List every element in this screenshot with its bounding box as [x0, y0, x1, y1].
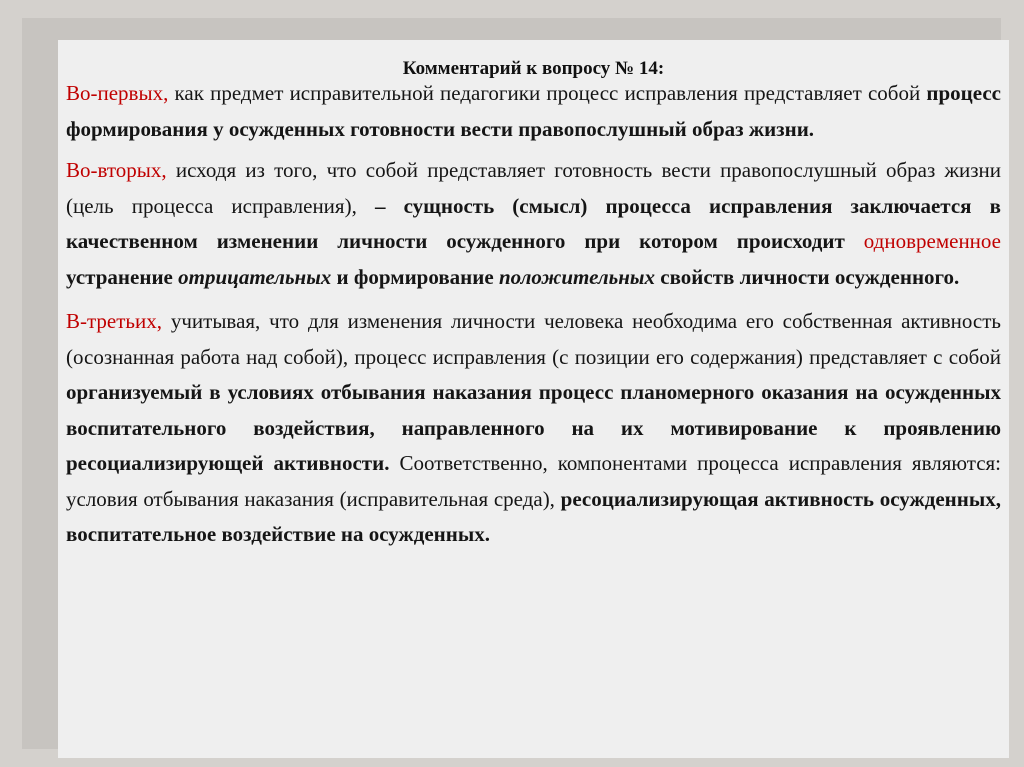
p3-bold-2: ресоциализирующая активность осужденных, воспитательное воздействие на осужденных.: [66, 486, 1001, 546]
lead-second: Во-вторых,: [66, 158, 167, 182]
p2-bold-2: устранение: [66, 264, 179, 289]
lead-first: Во-первых,: [66, 81, 169, 105]
lead-third: В-третьих,: [66, 309, 162, 333]
p1-text-1: как предмет исправительной педагогики процесс исправления представляет собой: [168, 81, 927, 105]
p2-bold-4: свойств личности осужденного.: [655, 264, 960, 289]
slide: [58, 40, 1009, 758]
p3-bold-1: организуемый в условиях отбывания наказания процесс планомерного оказания на осужденных воспитательного воздействия, направленного на их мотивирование к проявлению ресоциализирующей активности.: [66, 380, 1001, 475]
slide-content: [66, 76, 1001, 553]
p2-bold-1: – сущность (смысл) процесса исправления заключается в качественном изменении личности осужденного при котором происходит: [66, 193, 1001, 253]
p2-text-1: исходя из того, что собой представляет готовность вести правопослушный образ жизни (цель процесса исправления),: [66, 158, 1001, 218]
p2-bold-3: и формирование: [331, 264, 499, 289]
paragraph-third: [66, 304, 1001, 553]
p2-bold-italic-1: отрицательных: [178, 264, 332, 289]
p3-text-1: учитывая, что для изменения личности человека необходима его собственная активность (осознанная работа над собой), процесс исправления (с позиции его содержания) представляет с собой: [66, 309, 1001, 369]
slide-title: Комментарий к вопросу № 14:: [402, 58, 665, 79]
p2-bold-italic-2: положительных: [498, 264, 655, 289]
paragraph-second: [66, 153, 1001, 295]
paragraph-first: [66, 76, 1001, 147]
p1-bold-1: процесс формирования у осужденных готовности вести правопослушный образ жизни.: [66, 81, 1001, 141]
p3-text-2: Соответственно, компонентами процесса исправления являются: условия отбывания наказания (исправительная среда),: [66, 451, 1002, 511]
p2-red-word: одновременное: [863, 229, 1001, 253]
slide-frame: [22, 18, 1001, 749]
